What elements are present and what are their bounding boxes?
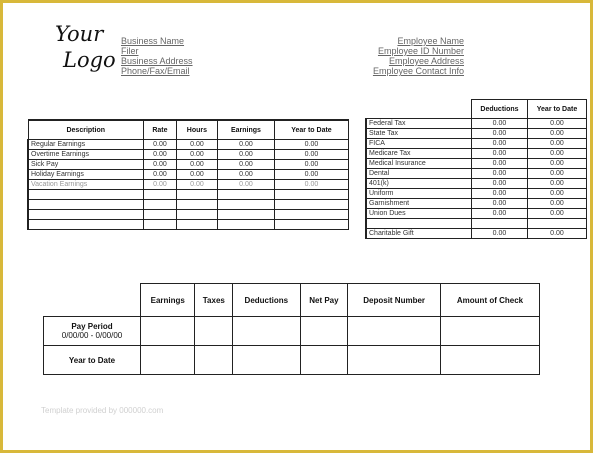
ytd-earnings-cell[interactable] <box>141 346 195 375</box>
table-row <box>366 199 587 209</box>
table-row <box>28 220 349 230</box>
deduction-ytd[interactable]: 0.00 <box>527 189 586 199</box>
pay-period-label: Pay Period 0/00/00 - 0/00/00 <box>44 317 141 346</box>
table-row <box>28 210 349 220</box>
earning-ytd[interactable]: 0.00 <box>274 170 348 180</box>
deduction-amount[interactable]: 0.00 <box>472 229 528 239</box>
earning-hours[interactable]: 0.00 <box>176 150 217 160</box>
deduction-amount[interactable]: 0.00 <box>472 149 528 159</box>
deduction-amount[interactable]: 0.00 <box>472 129 528 139</box>
template-footer: Template provided by 000000.com <box>41 406 164 415</box>
table-row <box>366 139 587 149</box>
deduction-name[interactable] <box>366 219 472 229</box>
ytd-taxes-cell[interactable] <box>195 346 233 375</box>
earning-amount[interactable] <box>217 200 274 210</box>
deduction-ytd[interactable] <box>527 219 586 229</box>
earning-amount[interactable]: 0.00 <box>217 170 274 180</box>
employee-name[interactable]: Employee Name <box>397 36 464 46</box>
employee-address[interactable]: Employee Address <box>388 56 464 66</box>
col-sum-deposit-number: Deposit Number <box>348 284 441 317</box>
table-row <box>28 200 349 210</box>
deduction-name[interactable]: Uniform <box>366 189 472 199</box>
table-row <box>28 140 349 150</box>
deduction-name[interactable]: State Tax <box>366 129 472 139</box>
table-row <box>366 149 587 159</box>
table-row <box>366 129 587 139</box>
company-filer[interactable]: Filer <box>121 46 139 56</box>
company-info <box>121 36 193 76</box>
summary-header-row <box>44 284 540 317</box>
col-ytd: Year to Date <box>274 120 348 140</box>
earning-ytd[interactable] <box>274 190 348 200</box>
earning-hours[interactable]: 0.00 <box>176 170 217 180</box>
deduction-amount[interactable]: 0.00 <box>472 139 528 149</box>
deduction-name[interactable]: Charitable Gift <box>366 229 472 239</box>
earning-amount[interactable]: 0.00 <box>217 140 274 150</box>
earning-ytd[interactable] <box>274 220 348 230</box>
deduction-ytd[interactable]: 0.00 <box>527 209 586 219</box>
table-row <box>366 209 587 219</box>
year-to-date-row <box>44 346 540 375</box>
earning-amount[interactable] <box>217 220 274 230</box>
earning-description[interactable]: Holiday Earnings <box>28 170 144 180</box>
ytd-net-pay-cell[interactable] <box>300 346 348 375</box>
deduction-amount[interactable] <box>472 219 528 229</box>
period-earnings-cell[interactable] <box>141 317 195 346</box>
table-row <box>28 160 349 170</box>
deduction-name[interactable]: Medicare Tax <box>366 149 472 159</box>
earning-rate[interactable]: 0.00 <box>144 140 177 150</box>
earning-ytd[interactable]: 0.00 <box>274 150 348 160</box>
deduction-amount[interactable]: 0.00 <box>472 179 528 189</box>
deduction-name[interactable]: Union Dues <box>366 209 472 219</box>
earning-rate[interactable]: 0.00 <box>144 150 177 160</box>
earning-hours[interactable] <box>176 190 217 200</box>
deduction-name[interactable]: Dental <box>366 169 472 179</box>
deduction-amount[interactable]: 0.00 <box>472 209 528 219</box>
period-check-cell[interactable] <box>441 317 540 346</box>
table-row <box>28 190 349 200</box>
earning-hours[interactable]: 0.00 <box>176 140 217 150</box>
table-row <box>366 169 587 179</box>
deduction-ytd[interactable]: 0.00 <box>527 179 586 189</box>
employee-id[interactable]: Employee ID Number <box>377 46 464 56</box>
employee-info <box>373 36 464 76</box>
earning-hours[interactable]: 0.00 <box>176 160 217 170</box>
company-name[interactable]: Business Name <box>121 36 185 46</box>
col-deductions-ytd: Year to Date <box>527 100 586 119</box>
earning-rate[interactable] <box>144 190 177 200</box>
table-row <box>366 189 587 199</box>
period-taxes-cell[interactable] <box>195 317 233 346</box>
earning-ytd[interactable]: 0.00 <box>274 180 348 190</box>
col-sum-taxes: Taxes <box>195 284 233 317</box>
earning-ytd[interactable]: 0.00 <box>274 140 348 150</box>
period-deductions-cell[interactable] <box>233 317 300 346</box>
earning-amount[interactable] <box>217 190 274 200</box>
earning-description[interactable] <box>28 220 144 230</box>
deduction-name[interactable]: Medical Insurance <box>366 159 472 169</box>
earnings-table <box>27 119 349 230</box>
ytd-check-cell[interactable] <box>441 346 540 375</box>
deduction-amount[interactable]: 0.00 <box>472 169 528 179</box>
earning-ytd[interactable]: 0.00 <box>274 160 348 170</box>
col-sum-earnings: Earnings <box>141 284 195 317</box>
col-hours: Hours <box>176 120 217 140</box>
deduction-name[interactable]: Garnishment <box>366 199 472 209</box>
period-net-pay-cell[interactable] <box>300 317 348 346</box>
col-description: Description <box>28 120 144 140</box>
col-earnings: Earnings <box>217 120 274 140</box>
earning-rate[interactable] <box>144 220 177 230</box>
deduction-ytd[interactable]: 0.00 <box>527 119 586 129</box>
company-logo: Your Logo <box>55 22 116 72</box>
ytd-deductions-cell[interactable] <box>233 346 300 375</box>
deduction-ytd[interactable]: 0.00 <box>527 129 586 139</box>
earning-description[interactable] <box>28 210 144 220</box>
earning-rate[interactable] <box>144 200 177 210</box>
table-row <box>366 219 587 229</box>
deduction-amount[interactable]: 0.00 <box>472 119 528 129</box>
earning-amount[interactable]: 0.00 <box>217 160 274 170</box>
col-rate: Rate <box>144 120 177 140</box>
earning-hours[interactable] <box>176 210 217 220</box>
earning-description[interactable]: Overtime Earnings <box>28 150 144 160</box>
table-row <box>366 159 587 169</box>
earning-rate[interactable]: 0.00 <box>144 180 177 190</box>
deductions-table <box>365 99 587 239</box>
table-row <box>28 150 349 160</box>
deduction-name[interactable]: Federal Tax <box>366 119 472 129</box>
employee-contact[interactable]: Employee Contact Info <box>372 66 464 76</box>
period-deposit-cell[interactable] <box>348 317 441 346</box>
company-address[interactable]: Business Address <box>121 56 193 66</box>
earning-amount[interactable] <box>217 210 274 220</box>
deductions-header-row <box>366 100 587 119</box>
earning-rate[interactable]: 0.00 <box>144 160 177 170</box>
col-sum-deductions: Deductions <box>233 284 300 317</box>
earnings-header-row <box>28 120 349 140</box>
earning-ytd[interactable] <box>274 210 348 220</box>
col-deductions: Deductions <box>472 100 528 119</box>
earning-description[interactable]: Sick Pay <box>28 160 144 170</box>
deduction-ytd[interactable]: 0.00 <box>527 159 586 169</box>
deduction-ytd[interactable]: 0.00 <box>527 149 586 159</box>
earning-amount[interactable]: 0.00 <box>217 180 274 190</box>
earning-rate[interactable]: 0.00 <box>144 170 177 180</box>
table-row <box>366 119 587 129</box>
ytd-deposit-cell[interactable] <box>348 346 441 375</box>
earning-ytd[interactable] <box>274 200 348 210</box>
earning-description[interactable] <box>28 200 144 210</box>
earning-description[interactable] <box>28 190 144 200</box>
summary-table <box>43 283 540 375</box>
deduction-ytd[interactable]: 0.00 <box>527 169 586 179</box>
earning-hours[interactable] <box>176 200 217 210</box>
earning-description[interactable]: Regular Earnings <box>28 140 144 150</box>
deduction-ytd[interactable]: 0.00 <box>527 199 586 209</box>
deduction-ytd[interactable]: 0.00 <box>527 139 586 149</box>
col-period-label <box>44 284 141 317</box>
deduction-amount[interactable]: 0.00 <box>472 199 528 209</box>
earning-description[interactable]: Vacation Earnings <box>28 180 144 190</box>
col-sum-net-pay: Net Pay <box>300 284 348 317</box>
earning-amount[interactable]: 0.00 <box>217 150 274 160</box>
earning-hours[interactable] <box>176 220 217 230</box>
earning-rate[interactable] <box>144 210 177 220</box>
table-row <box>28 180 349 190</box>
year-to-date-label: Year to Date <box>44 346 141 375</box>
table-row <box>28 170 349 180</box>
pay-period-dates[interactable]: 0/00/00 - 0/00/00 <box>61 331 123 340</box>
deduction-amount[interactable]: 0.00 <box>472 159 528 169</box>
col-deduction-name <box>366 100 472 119</box>
deduction-name[interactable]: 401(k) <box>366 179 472 189</box>
company-contact[interactable]: Phone/Fax/Email <box>121 66 190 76</box>
deduction-ytd[interactable]: 0.00 <box>527 229 586 239</box>
deduction-amount[interactable]: 0.00 <box>472 189 528 199</box>
table-row <box>366 179 587 189</box>
pay-period-row <box>44 317 540 346</box>
table-row <box>366 229 587 239</box>
deduction-name[interactable]: FICA <box>366 139 472 149</box>
col-sum-check-amount: Amount of Check <box>441 284 540 317</box>
earning-hours[interactable]: 0.00 <box>176 180 217 190</box>
